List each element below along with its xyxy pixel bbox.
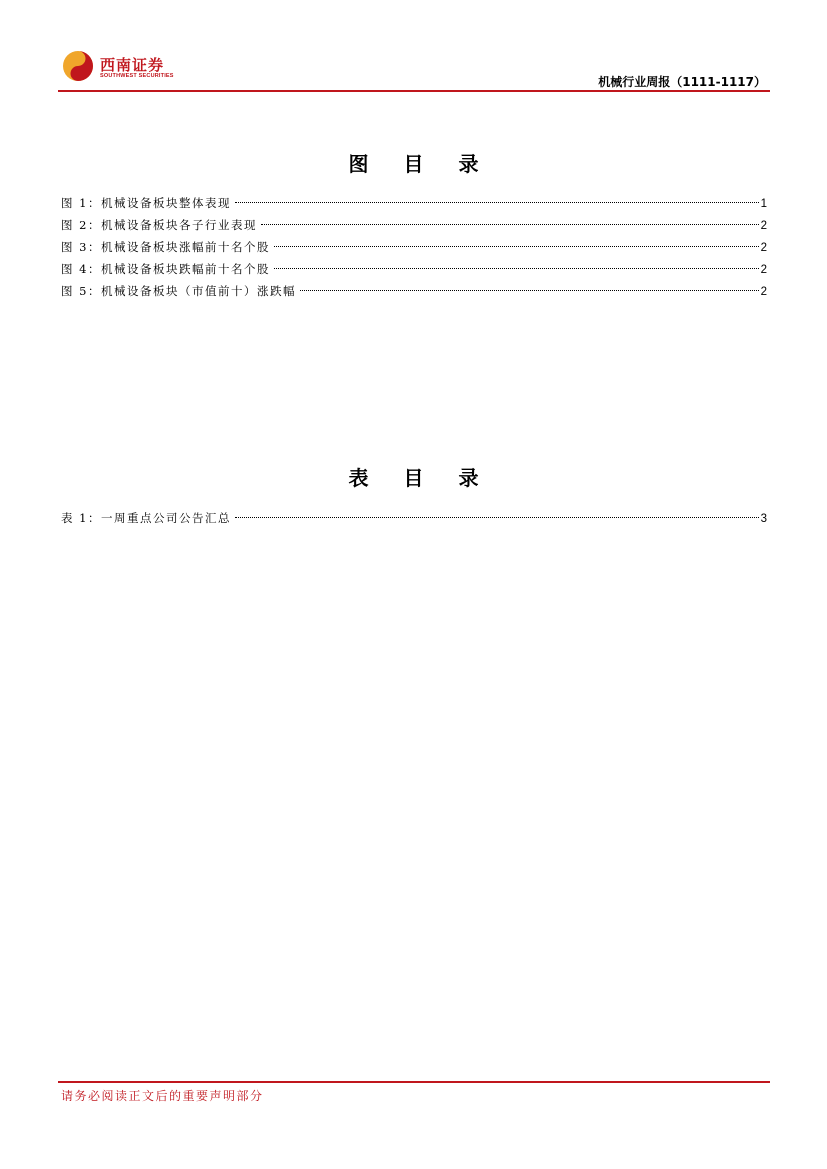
toc-entry-label: 图 2：机械设备板块各子行业表现 — [61, 218, 257, 232]
page-header — [58, 48, 770, 92]
figure-toc-title-text: 图 目 录 — [348, 152, 493, 176]
figure-toc-list — [61, 192, 767, 302]
toc-entry-page: 2 — [760, 242, 767, 254]
toc-leader-dots — [274, 246, 759, 247]
company-logo — [62, 50, 202, 86]
toc-entry-page: 2 — [760, 264, 767, 276]
figure-toc-title — [0, 148, 827, 177]
toc-entry-page: 1 — [760, 198, 767, 210]
toc-leader-dots — [300, 290, 759, 291]
toc-entry[interactable] — [61, 192, 767, 214]
logo-chinese-name: 西南证券 — [100, 56, 165, 74]
report-title: 机械行业周报（1111-1117） — [598, 75, 766, 89]
footer-divider — [58, 1081, 770, 1083]
toc-entry-label: 图 1：机械设备板块整体表现 — [61, 196, 231, 210]
toc-entry-label: 表 1：一周重点公司公告汇总 — [61, 511, 231, 525]
toc-entry[interactable] — [61, 236, 767, 258]
logo-english-name: SOUTHWEST SECURITIES — [100, 73, 174, 79]
toc-entry[interactable] — [61, 507, 767, 529]
toc-leader-dots — [274, 268, 759, 269]
toc-entry-page: 2 — [760, 220, 767, 232]
header-divider — [58, 90, 770, 92]
toc-entry[interactable] — [61, 280, 767, 302]
toc-entry-label: 图 4：机械设备板块跌幅前十名个股 — [61, 262, 270, 276]
logo-mark-icon — [62, 50, 94, 82]
toc-entry-page: 3 — [760, 513, 767, 525]
table-toc-title — [0, 462, 827, 491]
toc-leader-dots — [235, 202, 759, 203]
toc-entry-label: 图 3：机械设备板块涨幅前十名个股 — [61, 240, 270, 254]
footer-disclaimer: 请务必阅读正文后的重要声明部分 — [61, 1089, 264, 1103]
toc-entry-label: 图 5：机械设备板块（市值前十）涨跌幅 — [61, 284, 296, 298]
table-toc-list — [61, 507, 767, 529]
toc-entry-page: 2 — [760, 286, 767, 298]
toc-leader-dots — [261, 224, 759, 225]
table-toc-title-text: 表 目 录 — [348, 466, 493, 490]
toc-entry[interactable] — [61, 214, 767, 236]
toc-entry[interactable] — [61, 258, 767, 280]
toc-leader-dots — [235, 517, 759, 518]
